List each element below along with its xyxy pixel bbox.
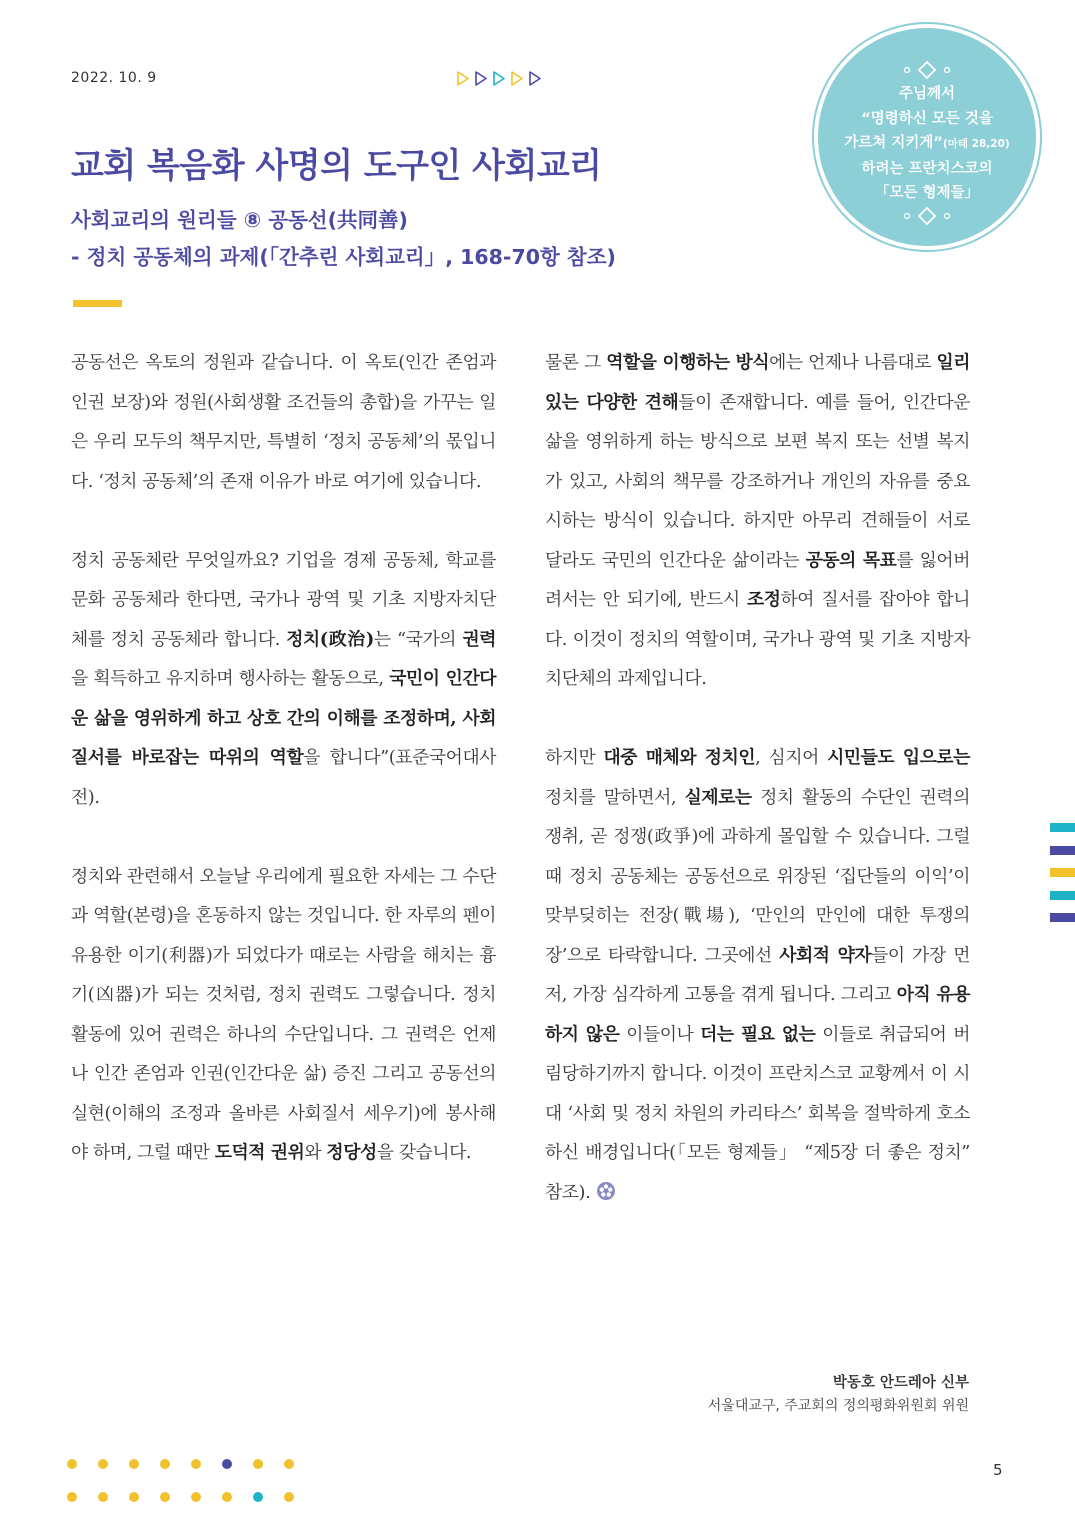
dot <box>253 1492 263 1502</box>
text-run: 와 <box>304 1142 327 1163</box>
author-name: 박동호 안드레아 신부 <box>832 1375 969 1391</box>
arrow-right-icon <box>528 70 543 87</box>
bold-run: 더는 필요 없는 <box>700 1023 816 1045</box>
dot-row <box>67 1492 294 1502</box>
dot-row <box>67 1459 294 1469</box>
right-column <box>545 343 970 1215</box>
left-column <box>71 343 496 1173</box>
dot <box>222 1492 232 1502</box>
issue-date: 2022. 10. 9 <box>71 70 157 86</box>
diamond-ornament-icon <box>818 60 1036 80</box>
side-bar <box>1050 891 1075 900</box>
text-run: 하지만 <box>545 747 604 768</box>
side-bar <box>1050 823 1075 832</box>
badge-reference: (마태 28,20) <box>942 138 1010 150</box>
dot <box>98 1459 108 1469</box>
text-run: , 심지어 <box>755 747 828 768</box>
arrow-right-icon <box>474 70 489 87</box>
bold-run: 대중 매체와 정치인 <box>603 747 756 768</box>
text-run: 정치와 관련해서 오늘날 우리에게 필요한 자세는 그 수단과 역할(본령)을 혼동하지 않는 것입니다. 한 자루의 펜이 유용한 이기(利器)가 되었다가 때로는 사람을 해치는 흉기(凶器)가 되는 것처럼, 정치 권력도 그렇습니다. 정치 활동에 있어 권력은 하나의 수단입니다. 그 권력은 언제나 인간 존엄과 인권(인간다운 삶) 증진 그리고 공동선의 실현(이해의 조정과 올바른 사회질서 세우기)에 봉사해야 하며, 그럴 때만 <box>71 865 496 1163</box>
badge-line-main: 가르쳐 지키게” <box>844 135 943 151</box>
dot <box>284 1492 294 1502</box>
subtitle-line: - 정치 공동체의 과제(「간추린 사회교리」, 168-70항 참조) <box>71 245 616 269</box>
arrow-decoration <box>456 70 543 87</box>
bold-run: 공동의 목표 <box>805 549 897 571</box>
badge-text <box>818 82 1036 206</box>
bold-run: 사회적 약자 <box>779 944 872 966</box>
text-run: 들이 가장 먼저, 가장 심각하게 고통을 겪게 됩니다. 그리고 <box>545 944 970 1005</box>
author-role: 서울대교구, 주교회의 정의평화위원회 위원 <box>707 1398 969 1414</box>
dot <box>129 1459 139 1469</box>
badge-line <box>818 131 1036 157</box>
dot-pattern <box>67 1459 294 1525</box>
dot <box>129 1492 139 1502</box>
author-block <box>708 1372 969 1418</box>
dot <box>160 1459 170 1469</box>
text-run: 정치 활동의 수단인 권력의 쟁취, 곧 정쟁(政爭)에 과하게 몰입할 수 있습니다. 그럴 때 정치 공동체는 공동선으로 위장된 ‘집단들의 이익’이 맞부딪히는 전장(戰場), ‘만인의 만인에 대한 투쟁의 장’으로 타락합니다. 그곳에선 <box>545 786 970 966</box>
bold-run: 아직 유용하지 않은 <box>545 984 971 1045</box>
badge-line: 주님께서 <box>898 86 956 102</box>
text-run: 정치 공동체란 무엇일까요? 기업을 경제 공동체, 학교를 문화 공동체라 한다면, 국가나 광역 및 기초 지방자치단체를 정치 공동체라 합니다. <box>71 549 496 650</box>
text-run: 물론 그 <box>545 352 607 373</box>
dot <box>191 1492 201 1502</box>
theme-badge <box>814 24 1040 250</box>
text-run: 을 합니다”(표준국어대사전). <box>71 747 496 808</box>
arrow-right-icon <box>510 70 525 87</box>
article-subtitle <box>71 202 616 276</box>
arrow-right-icon <box>492 70 507 87</box>
bold-run: 일리 있는 다양한 견해 <box>545 352 970 413</box>
text-run: 을 갖습니다. <box>376 1142 472 1163</box>
side-color-bars <box>1050 823 1075 936</box>
paragraph <box>545 343 970 699</box>
paragraph: 공동선은 옥토의 정원과 같습니다. 이 옥토(인간 존엄과 인권 보장)와 정원(사회생활 조건들의 총합)을 가꾸는 일은 우리 모두의 책무지만, 특별히 ‘정치 공동체’의 몫입니다. ‘정치 공동체’의 존재 이유가 바로 여기에 있습니다. <box>71 352 496 492</box>
paragraph <box>71 857 496 1173</box>
dot <box>67 1459 77 1469</box>
text-run: 을 획득하고 유지하며 행사하는 활동으로, <box>71 668 390 689</box>
bold-run: 실제로는 <box>684 786 752 808</box>
bold-run: 권력 <box>462 628 497 650</box>
paragraph <box>71 541 496 818</box>
bold-run: 시민들도 입으로는 <box>827 747 970 768</box>
text-run: 는 “국가의 <box>373 628 463 650</box>
dot <box>191 1459 201 1469</box>
bold-run: 정치(政治) <box>286 628 374 650</box>
bold-run: 역할을 이행하는 방식 <box>606 352 770 373</box>
text-run: 이들로 취급되어 버림당하기까지 합니다. 이것이 프란치스코 교황께서 이 시대 ‘사회 및 정치 차원의 카리타스’ 회복을 절박하게 호소하신 배경입니다(「모든 형제들」 “제5장 더 좋은 정치” 참조). <box>545 1023 970 1203</box>
dot <box>98 1492 108 1502</box>
text-run: 들이 존재합니다. 예를 들어, 인간다운 삶을 영위하게 하는 방식으로 보편 복지 또는 선별 복지가 있고, 사회의 책무를 강조하거나 개인의 자유를 중요시하는 방식이 있습니다. 하지만 아무리 견해들이 서로 달라도 국민의 인간다운 삶이라는 <box>545 391 970 571</box>
text-run: 하여 질서를 잡아야 합니다. 이것이 정치의 역할이며, 국가나 광역 및 기초 지방자치단체의 과제입니다. <box>545 589 971 689</box>
bold-run: 조정 <box>746 589 781 610</box>
dot <box>284 1459 294 1469</box>
page-number: 5 <box>993 1461 1003 1479</box>
dot <box>222 1459 232 1469</box>
article-title: 교회 복음화 사명의 도구인 사회교리 <box>71 146 602 186</box>
side-bar <box>1050 913 1075 922</box>
bold-run: 국민이 인간다운 삶을 영위하게 하고 상호 간의 이해를 조정하며, 사회 질서를 바로잡는 따위의 역할 <box>71 668 497 768</box>
dot <box>67 1492 77 1502</box>
text-run: 를 잃어버려서는 안 되기에, 반드시 <box>545 549 970 610</box>
text-run: 이들이나 <box>619 1023 701 1045</box>
flower-end-mark-icon <box>596 1176 616 1216</box>
badge-line: 하려는 프란치스코의 <box>861 160 993 177</box>
bold-run: 정당성 <box>326 1142 377 1163</box>
bold-run: 도덕적 권위 <box>214 1142 305 1163</box>
dot <box>160 1492 170 1502</box>
paragraph <box>545 738 970 1215</box>
badge-line: “명령하신 모든 것을 <box>861 110 993 127</box>
text-run: 에는 언제나 나름대로 <box>769 352 937 373</box>
side-bar <box>1050 868 1075 877</box>
side-bar <box>1050 846 1075 855</box>
dot <box>253 1459 263 1469</box>
subtitle-line: 사회교리의 원리들 ⑧ 공동선(共同善) <box>71 208 408 232</box>
title-accent-bar <box>73 300 122 307</box>
badge-line: 「모든 형제들」 <box>874 185 980 201</box>
text-run: 정치를 말하면서, <box>545 786 685 808</box>
arrow-right-icon <box>456 70 471 87</box>
diamond-ornament-icon <box>818 206 1036 226</box>
